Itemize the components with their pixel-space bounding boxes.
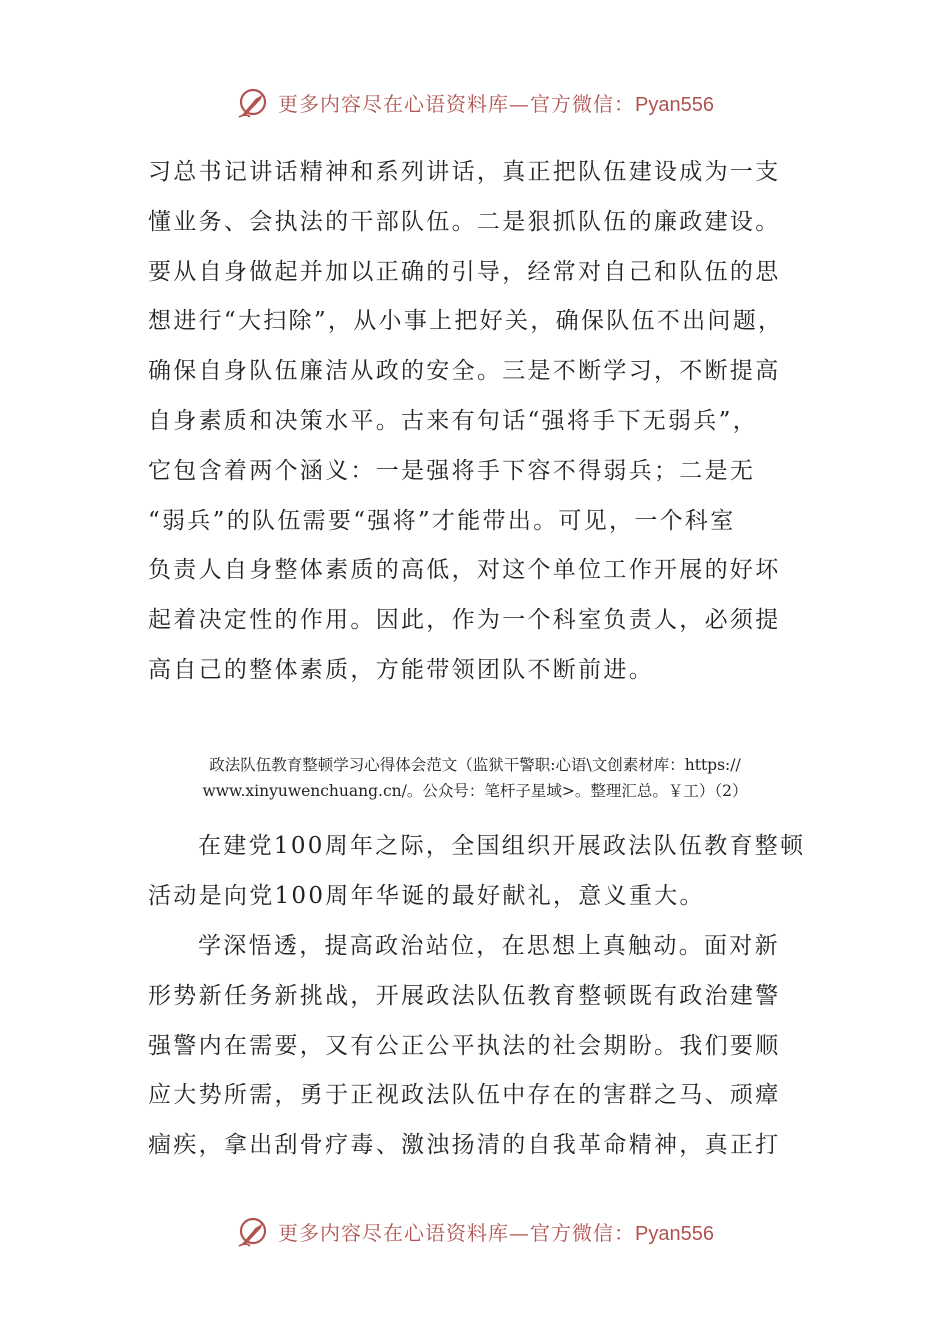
banner-text [278,1217,714,1246]
pen-nib-logo-icon [236,84,272,120]
text-line: 活动是向党100周年华诞的最好献礼，意义重大。 [148,882,705,909]
header-banner [0,80,950,124]
text-line: 学深悟透，提高政治站位，在思想上真触动。面对新 [198,933,780,959]
text-line: 确保自身队伍廉洁从政的安全。三是不断学习，不断提高 [148,358,781,385]
heading-line: 政法队伍教育整顿学习心得体会范文（监狱干警职:心语\文创素材库：https:// [209,756,741,774]
paragraph-continuation [148,148,808,696]
footer-banner [0,1209,950,1253]
heading-line: www.xinyuwenchuang.cn/。公众号：笔杆子星域>。整理汇总。￥工）（2） [202,782,748,800]
text-line: 高自己的整体素质，方能带领团队不断前进。 [148,656,654,683]
banner-label: 更多内容尽在心语资料库—官方微信： [278,91,636,116]
banner-wechat-id: Pyan556 [635,1222,714,1245]
banner-label: 更多内容尽在心语资料库—官方微信： [278,1220,636,1245]
text-line: 痼疾，拿出刮骨疗毒、激浊扬清的自我革命精神，真正打 [148,1132,781,1159]
text-line: 想进行“大扫除”，从小事上把好关，确保队伍不出问题， [148,308,784,335]
section-heading [120,752,830,804]
banner-wechat-id: Pyan556 [635,93,714,116]
text-line: 形势新任务新挑战，开展政法队伍教育整顿既有政治建警 [148,982,781,1009]
text-line: 负责人自身整体素质的高低，对这个单位工作开展的好坏 [148,557,781,584]
text-line: 懂业务、会执法的干部队伍。二是狠抓队伍的廉政建设。 [148,208,781,235]
paragraph-intro [148,822,808,922]
banner-text [278,88,714,117]
paragraph-body [148,922,808,1171]
text-line: 习总书记讲话精神和系列讲话，真正把队伍建设成为一支 [148,159,781,185]
text-line: 起着决定性的作用。因此，作为一个科室负责人，必须提 [148,607,781,634]
pen-nib-logo-icon [236,1213,272,1249]
text-line: 强警内在需要，又有公正公平执法的社会期盼。我们要顺 [148,1032,781,1059]
text-line: 应大势所需，勇于正视政法队伍中存在的害群之马、顽瘴 [148,1082,781,1109]
text-line: “弱兵”的队伍需要“强将”才能带出。可见，一个科室 [148,507,736,534]
text-line: 自身素质和决策水平。古来有句话“强将手下无弱兵”， [148,407,759,434]
text-line: 在建党100周年之际，全国组织开展政法队伍教育整顿 [198,833,806,859]
text-line: 它包含着两个涵义：一是强将手下容不得弱兵；二是无 [148,457,756,484]
text-line: 要从自身做起并加以正确的引导，经常对自己和队伍的思 [148,258,781,285]
